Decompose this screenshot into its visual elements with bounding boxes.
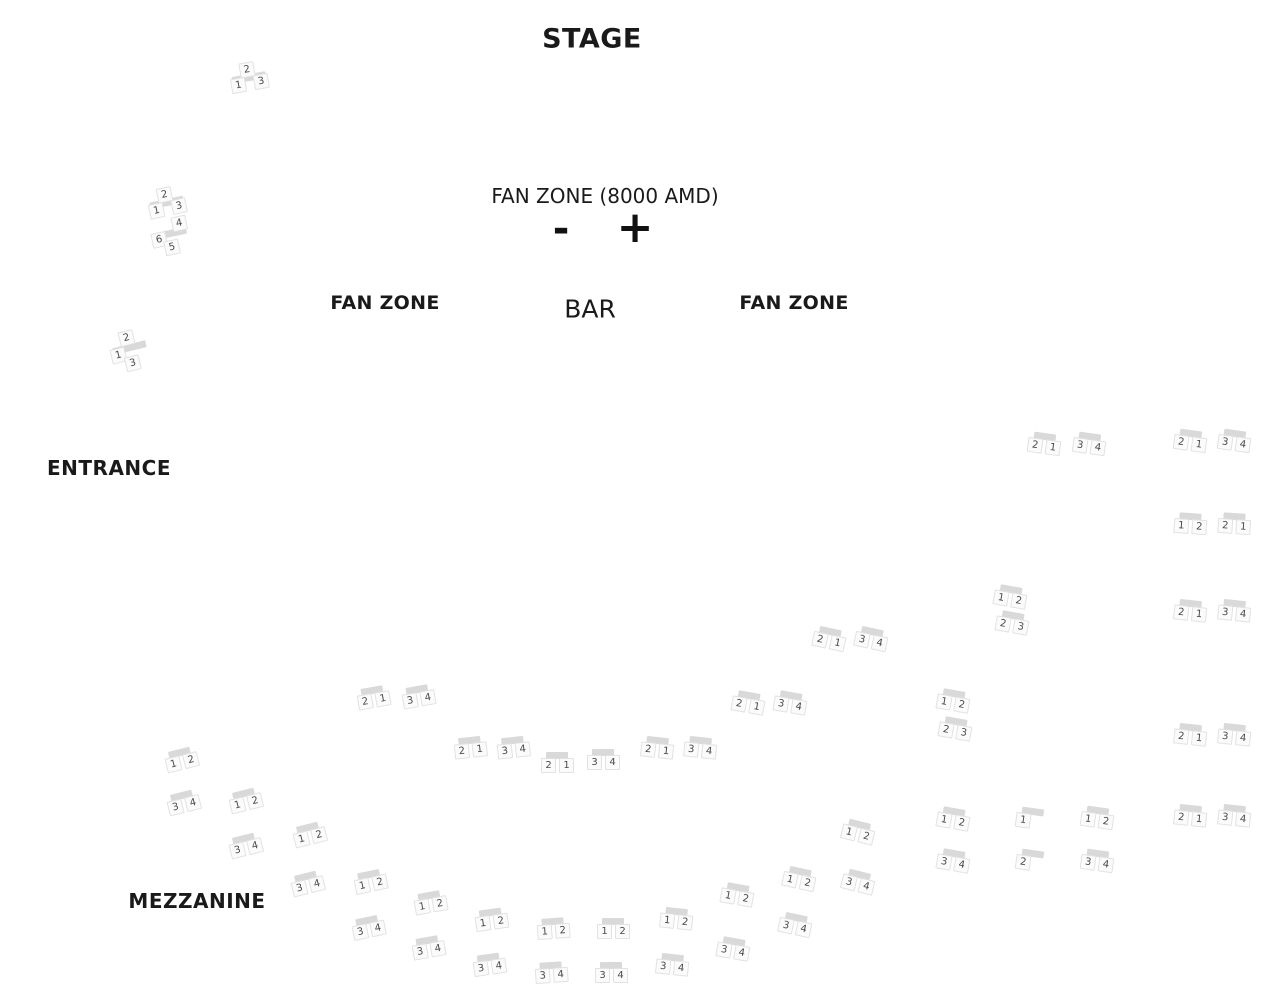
seat[interactable]: 4	[605, 755, 620, 770]
seat[interactable]: 1	[354, 877, 372, 895]
table-group[interactable]	[712, 872, 762, 915]
seat[interactable]: 2	[454, 743, 470, 759]
seat[interactable]: 2	[117, 329, 135, 347]
seat[interactable]: 4	[184, 794, 202, 812]
seat[interactable]: 1	[719, 887, 736, 904]
table-group[interactable]	[1073, 796, 1122, 838]
table-group[interactable]	[219, 822, 270, 868]
table-group[interactable]	[528, 953, 574, 992]
seat[interactable]: 1	[840, 823, 858, 841]
table-group[interactable]	[1167, 504, 1213, 543]
seat[interactable]: 2	[994, 615, 1011, 632]
table-group[interactable]	[804, 616, 855, 660]
seat[interactable]: 1	[293, 830, 311, 848]
seat[interactable]: 3	[935, 853, 952, 870]
seat[interactable]: 2	[857, 828, 875, 846]
seat[interactable]: 1	[1173, 518, 1189, 534]
seat[interactable]: 3	[352, 923, 370, 941]
seat[interactable]: 1	[1015, 812, 1032, 829]
table-group[interactable]	[676, 727, 724, 767]
seat[interactable]: 2	[1217, 518, 1233, 534]
table-group[interactable]	[1166, 419, 1215, 461]
seat[interactable]: 3	[253, 73, 270, 90]
table-group[interactable]	[530, 909, 576, 948]
seat[interactable]: 1	[829, 635, 847, 653]
map-label-stage: STAGE	[542, 23, 642, 55]
map-label-mezzanine: MEZZANINE	[128, 889, 266, 913]
seat[interactable]: 1	[165, 755, 183, 773]
seat[interactable]: 2	[737, 890, 754, 907]
seat[interactable]: 4	[419, 689, 436, 706]
table-group[interactable]	[846, 616, 897, 660]
seat[interactable]: 1	[230, 77, 247, 94]
seat[interactable]: 2	[182, 751, 200, 769]
seat[interactable]: 2	[1191, 519, 1207, 535]
table-group[interactable]	[489, 727, 537, 767]
seat[interactable]: 4	[790, 698, 807, 715]
seat[interactable]: 5	[163, 239, 181, 257]
seat[interactable]: 3	[1217, 809, 1233, 825]
seat[interactable]: 3	[840, 873, 858, 891]
seat[interactable]: 3	[402, 692, 419, 709]
table-group[interactable]	[535, 744, 579, 780]
table-group[interactable]	[403, 925, 453, 968]
table-group[interactable]	[581, 741, 625, 777]
table-group[interactable]	[1065, 422, 1114, 464]
seat[interactable]: 2	[371, 874, 389, 892]
seat[interactable]: 1	[472, 741, 488, 757]
table-group[interactable]	[1008, 797, 1057, 839]
seat[interactable]: 4	[308, 875, 326, 893]
zoom-out-button[interactable]: -	[552, 206, 570, 252]
seat[interactable]: 3	[853, 631, 871, 649]
seat[interactable]: 4	[1234, 436, 1251, 453]
table-group[interactable]	[393, 674, 443, 717]
seat[interactable]: 4	[369, 920, 387, 938]
table-group[interactable]	[1211, 504, 1257, 543]
table-group[interactable]	[1073, 839, 1122, 881]
seat[interactable]: 3	[167, 798, 185, 816]
seat[interactable]: 2	[1015, 854, 1032, 871]
seat[interactable]: 2	[953, 814, 970, 831]
seat[interactable]: 4	[1097, 856, 1114, 873]
seat[interactable]: 2	[1027, 437, 1044, 454]
seat[interactable]: 1	[1191, 606, 1207, 622]
seat[interactable]: 2	[492, 913, 509, 930]
seat[interactable]: 1	[935, 693, 952, 710]
table-group[interactable]	[1166, 714, 1214, 754]
table-group[interactable]	[146, 218, 197, 262]
seat[interactable]: 3	[1080, 854, 1097, 871]
seat[interactable]: 2	[555, 923, 571, 939]
seat[interactable]: 1	[148, 202, 166, 220]
table-group[interactable]	[708, 926, 758, 969]
table-group[interactable]	[343, 905, 394, 949]
seat[interactable]: 4	[673, 960, 689, 976]
seat[interactable]: 1	[659, 912, 675, 928]
table-group[interactable]	[405, 880, 455, 923]
table-group[interactable]	[1166, 795, 1214, 835]
table-group[interactable]	[928, 796, 978, 839]
seat[interactable]: 2	[615, 924, 630, 939]
seat[interactable]: 3	[1217, 434, 1234, 451]
seat[interactable]: 3	[124, 354, 142, 372]
table-group[interactable]	[465, 943, 514, 985]
seat[interactable]: 2	[310, 826, 328, 844]
table-group[interactable]	[928, 838, 978, 881]
seat[interactable]: 4	[490, 958, 507, 975]
seat[interactable]: 1	[414, 898, 431, 915]
seat[interactable]: 4	[170, 215, 188, 233]
seat[interactable]: 3	[655, 958, 671, 974]
map-label-fan-zone-right: FAN ZONE	[739, 292, 849, 314]
seat[interactable]: 2	[1173, 728, 1189, 744]
seat[interactable]: 4	[553, 967, 569, 983]
seat[interactable]: 2	[1173, 434, 1190, 451]
seat[interactable]: 1	[1191, 730, 1207, 746]
seat[interactable]: 2	[1173, 604, 1189, 620]
seat[interactable]: 2	[799, 875, 817, 893]
seat[interactable]: 2	[640, 741, 656, 757]
table-group[interactable]	[348, 675, 398, 718]
seat[interactable]: 2	[246, 792, 264, 810]
seat[interactable]: 3	[473, 960, 490, 977]
table-group[interactable]	[1210, 795, 1258, 835]
seat[interactable]: 2	[730, 695, 747, 712]
table-group[interactable]	[219, 777, 270, 823]
seat[interactable]: 4	[733, 944, 750, 961]
seat[interactable]: 1	[992, 589, 1009, 606]
seat[interactable]: 4	[1089, 439, 1106, 456]
seat[interactable]: 4	[429, 940, 446, 957]
seat[interactable]: 3	[1012, 618, 1029, 635]
seat[interactable]: 4	[857, 878, 875, 896]
seat[interactable]: 4	[1235, 606, 1251, 622]
table-group[interactable]	[1020, 422, 1069, 464]
seat[interactable]: 2	[811, 631, 829, 649]
map-label-entrance: ENTRANCE	[47, 456, 171, 480]
seat[interactable]: 2	[431, 895, 448, 912]
table-group[interactable]	[105, 331, 156, 377]
seat[interactable]: 4	[613, 968, 628, 983]
seat[interactable]: 1	[935, 811, 952, 828]
seat[interactable]: 6	[150, 231, 168, 249]
seat[interactable]: 1	[1191, 811, 1207, 827]
map-label-fan-zone-left: FAN ZONE	[330, 292, 440, 314]
seat[interactable]: 1	[748, 698, 765, 715]
seat[interactable]: 3	[497, 743, 513, 759]
table-group[interactable]	[281, 860, 332, 906]
seat[interactable]: 1	[475, 915, 492, 932]
seat[interactable]: 2	[953, 696, 970, 713]
table-group[interactable]	[832, 858, 883, 904]
table-group[interactable]	[1210, 419, 1259, 461]
table-group[interactable]	[467, 898, 516, 940]
seat[interactable]: 3	[535, 968, 551, 984]
table-group[interactable]	[633, 727, 681, 767]
seat[interactable]: 3	[587, 755, 602, 770]
table-group[interactable]	[765, 680, 815, 723]
zoom-in-button[interactable]: +	[616, 202, 654, 253]
seat[interactable]: 1	[781, 871, 799, 889]
map-label-bar: BAR	[564, 294, 616, 324]
seat[interactable]: 1	[229, 796, 247, 814]
seat[interactable]: 1	[1190, 436, 1207, 453]
seat[interactable]: 3	[1217, 604, 1233, 620]
seat[interactable]: 3	[777, 917, 795, 935]
seat[interactable]: 3	[1217, 728, 1233, 744]
table-group[interactable]	[987, 600, 1037, 643]
seat[interactable]: 3	[229, 841, 247, 859]
seat[interactable]: 3	[715, 941, 732, 958]
table-group[interactable]	[591, 910, 635, 946]
table-group[interactable]	[283, 811, 334, 857]
seat[interactable]: 2	[1097, 813, 1114, 830]
table-group[interactable]	[155, 736, 206, 782]
table-group[interactable]	[652, 898, 700, 938]
seat[interactable]: 4	[795, 921, 813, 939]
seat[interactable]: 2	[1010, 592, 1027, 609]
table-group[interactable]	[1008, 839, 1057, 881]
table-group[interactable]	[1210, 714, 1258, 754]
seat[interactable]: 2	[541, 758, 556, 773]
table-group[interactable]	[589, 954, 633, 990]
seat[interactable]: 3	[772, 695, 789, 712]
seat[interactable]: 1	[559, 758, 574, 773]
seat[interactable]: 3	[291, 879, 309, 897]
table-group[interactable]	[446, 727, 494, 767]
table-group[interactable]	[723, 680, 773, 723]
seat[interactable]: 2	[1173, 809, 1189, 825]
table-group[interactable]	[770, 902, 821, 946]
table-group[interactable]	[157, 779, 208, 825]
table-group[interactable]	[832, 808, 883, 854]
seat[interactable]: 4	[246, 837, 264, 855]
table-group[interactable]	[774, 856, 825, 900]
table-group[interactable]	[930, 706, 980, 749]
map-label-fan-zone-price: FAN ZONE (8000 AMD)	[491, 184, 719, 208]
seat[interactable]: 1	[658, 743, 674, 759]
seat[interactable]: 1	[1044, 439, 1061, 456]
seat[interactable]: 3	[1072, 437, 1089, 454]
seat[interactable]: 1	[109, 346, 127, 364]
table-group[interactable]	[1166, 590, 1214, 630]
seat[interactable]: 1	[537, 924, 553, 940]
seat[interactable]: 3	[412, 943, 429, 960]
seat[interactable]: 4	[871, 635, 889, 653]
seat[interactable]: 1	[1080, 811, 1097, 828]
seat[interactable]: 3	[170, 197, 188, 215]
seat[interactable]: 2	[357, 693, 374, 710]
seat[interactable]: 2	[677, 914, 693, 930]
seat[interactable]: 3	[683, 741, 699, 757]
seat[interactable]: 4	[1235, 730, 1251, 746]
seat[interactable]: 2	[238, 61, 255, 78]
table-group[interactable]	[345, 859, 396, 903]
seat[interactable]: 1	[374, 690, 391, 707]
table-group[interactable]	[1210, 590, 1258, 630]
seat[interactable]: 4	[1235, 811, 1251, 827]
seat[interactable]: 4	[701, 743, 717, 759]
seat[interactable]: 3	[595, 968, 610, 983]
seat[interactable]: 1	[597, 924, 612, 939]
seat[interactable]: 4	[515, 741, 531, 757]
seat[interactable]: 4	[953, 856, 970, 873]
seat[interactable]: 2	[937, 721, 954, 738]
table-group[interactable]	[648, 944, 696, 984]
seat[interactable]: 2	[156, 186, 174, 204]
seat[interactable]: 3	[955, 724, 972, 741]
table-group[interactable]	[225, 62, 275, 105]
seat[interactable]: 1	[1235, 519, 1251, 535]
